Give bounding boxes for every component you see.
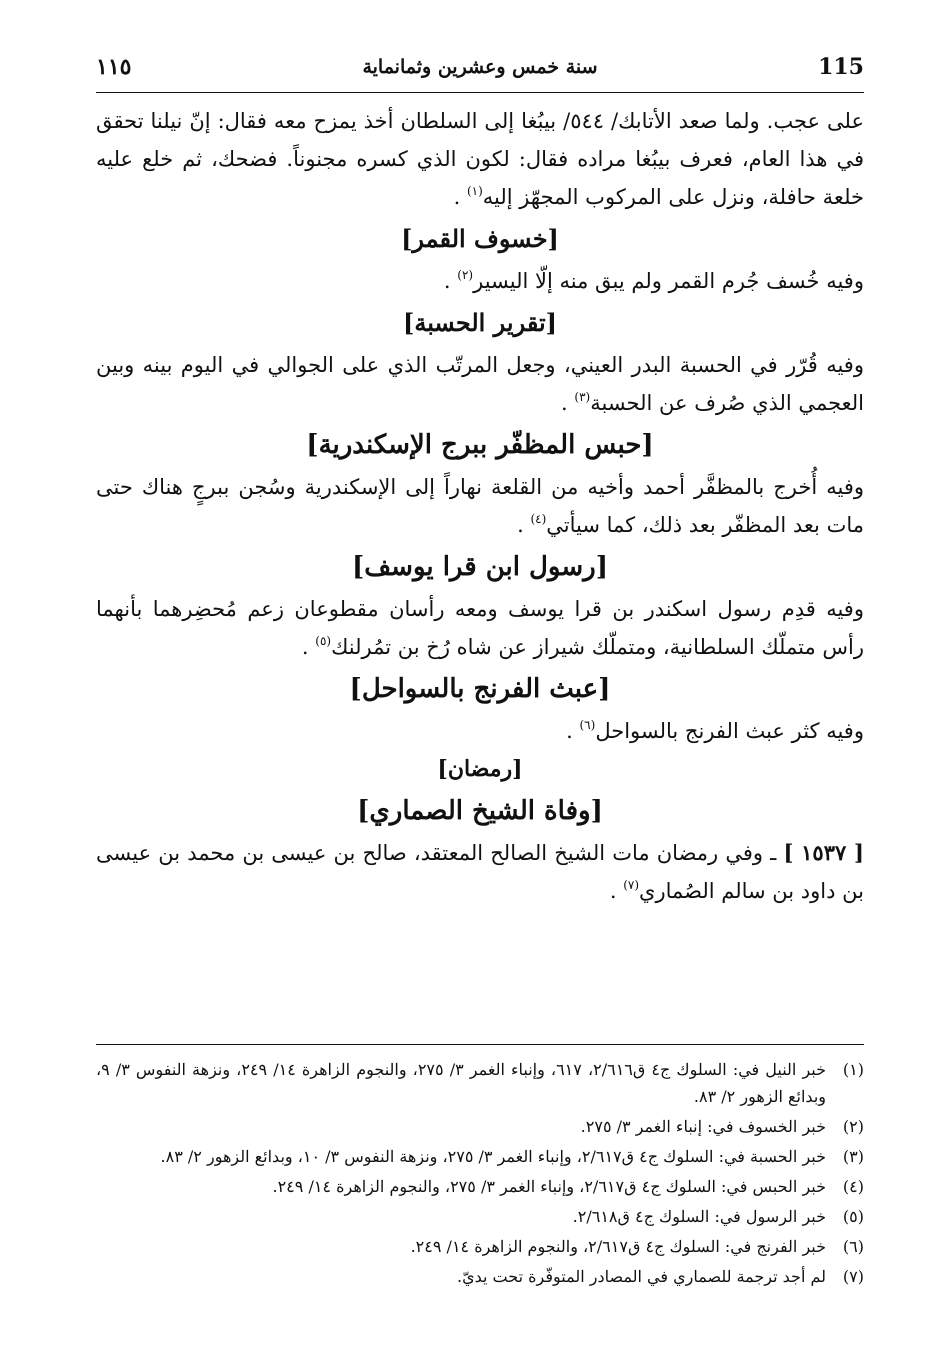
section-paragraph-imprisonment: وفيه أُخرج بالمظفَّر أحمد وأخيه من القلعة نهاراً إلى الإسكندرية وسُجن ببرجٍ هناك حتى مات بعد المظفّر بعد ذلك، كما سيأتي$^{(٤)}$ .: [96, 475, 864, 537]
section-title-hisba: [تقرير الحسبة]: [402, 308, 558, 337]
main-text: [96, 102, 864, 910]
footnote-ref: (٣): [574, 390, 591, 404]
entry-number: [ ١٥٣٧ ]: [783, 840, 864, 865]
footnote-ref: (٢): [457, 268, 474, 282]
page-header: [96, 48, 864, 88]
page-number-arabic: ١١٥: [96, 54, 132, 80]
footnote-ref: (٦): [579, 718, 596, 732]
section-paragraph-eclipse: وفيه خُسف جُرم القمر ولم يبق منه إلّا اليسير$^{(٢)}$ .: [443, 268, 864, 293]
footnote-ref: (١): [466, 184, 483, 198]
footnote-ref: (٥): [315, 634, 332, 648]
section-title-franks: [عبث الفرنج بالسواحل]: [349, 674, 611, 704]
section-paragraph-franks: وفيه كثر عبث الفرنج بالسواحل$^{(٦)}$ .: [566, 718, 864, 743]
footnote: (٦) خبر الفرنج في: السلوك ج٤ ق٢/٦١٧، والنجوم الزاهرة ١٤/ ٢٤٩.: [410, 1237, 864, 1256]
footnote-rule: [96, 1044, 864, 1045]
footnote: (١) خبر النيل في: السلوك ج٤ ق٢/٦١٦، ٦١٧، وإنباء الغمر ٣/ ٢٧٥، والنجوم الزاهرة ١٤/ ٢٤٩، ونزهة النفوس ٣/ ٩، وبدائع الزهور ٢/ ٨٣.: [96, 1060, 864, 1106]
intro-paragraph: على عجب. ولما صعد الأتابك/ ٥٤٤/ بيبُغا إلى السلطان أخذ يمزح معه فقال: إنّ نيلنا تحقق في هذا العام، فعرف بيبُغا مراده فقال: لكون الذي كسره مجنوناً. فضحك، ثم خلع عليه خلعة حافلة، ونزل على المركوب المجهّز إليه$^{(١)}$ .: [96, 109, 864, 209]
section-title-imprisonment: [حبس المظفّر ببرج الإسكندرية]: [306, 430, 654, 460]
section-paragraph-hisba: وفيه قُرّر في الحسبة البدر العيني، وجعل المرتّب الذي على الجوالي في اليوم بينه وبين العجمي الذي صُرف عن الحسبة$^{(٣)}$ .: [96, 353, 864, 415]
book-page: [96, 40, 864, 1330]
footnote: (٧) لم أجد ترجمة للصماري في المصادر المتوفّرة تحت يديّ.: [457, 1267, 864, 1286]
page-number-latin: 115: [818, 54, 864, 80]
header-rule: [96, 92, 864, 93]
section-title-eclipse: [خسوف القمر]: [401, 224, 559, 253]
footnote: (٢) خبر الخسوف في: إنباء الغمر ٣/ ٢٧٥.: [580, 1117, 864, 1136]
section-paragraph-envoy: وفيه قدِم رسول اسكندر بن قرا يوسف ومعه رأسان مقطوعان زعم مُحضِرهما بأنهما رأس متملّك السلطانية، ومتملّك شيراز عن شاه رُخ بن تمُرلنك$^{(٥)}$ .: [96, 597, 864, 659]
footnote: (٣) خبر الحسبة في: السلوك ج٤ ق٢/٦١٧، وإنباء الغمر ٣/ ٢٧٥، ونزهة النفوس ٣/ ١٠، وبدائع الزهور ٢/ ٨٣.: [160, 1147, 864, 1166]
month-heading: [رمضان]: [437, 756, 523, 782]
section-title-envoy: [رسول ابن قرا يوسف]: [351, 552, 609, 582]
footnote-ref: (٤): [530, 512, 547, 526]
footnotes: [96, 1056, 864, 1293]
obituary-paragraph: [ ١٥٣٧ ] ـ وفي رمضان مات الشيخ الصالح المعتقد، صالح بن عيسى بن محمد بن عيسى بن داود بن سالم الصُماري$^{(٧)}$ .: [96, 840, 864, 903]
footnote: (٤) خبر الحبس في: السلوك ج٤ ق٢/٦١٧، وإنباء الغمر ٣/ ٢٧٥، والنجوم الزاهرة ١٤/ ٢٤٩.: [272, 1177, 864, 1196]
running-title: سنة خمس وعشرين وثمانماية: [362, 56, 598, 78]
footnote: (٥) خبر الرسول في: السلوك ج٤ ق٢/٦١٨.: [572, 1207, 864, 1226]
section-title-obituary: [وفاة الشيخ الصماري]: [357, 796, 603, 826]
footnote-ref: (٧): [623, 878, 640, 892]
